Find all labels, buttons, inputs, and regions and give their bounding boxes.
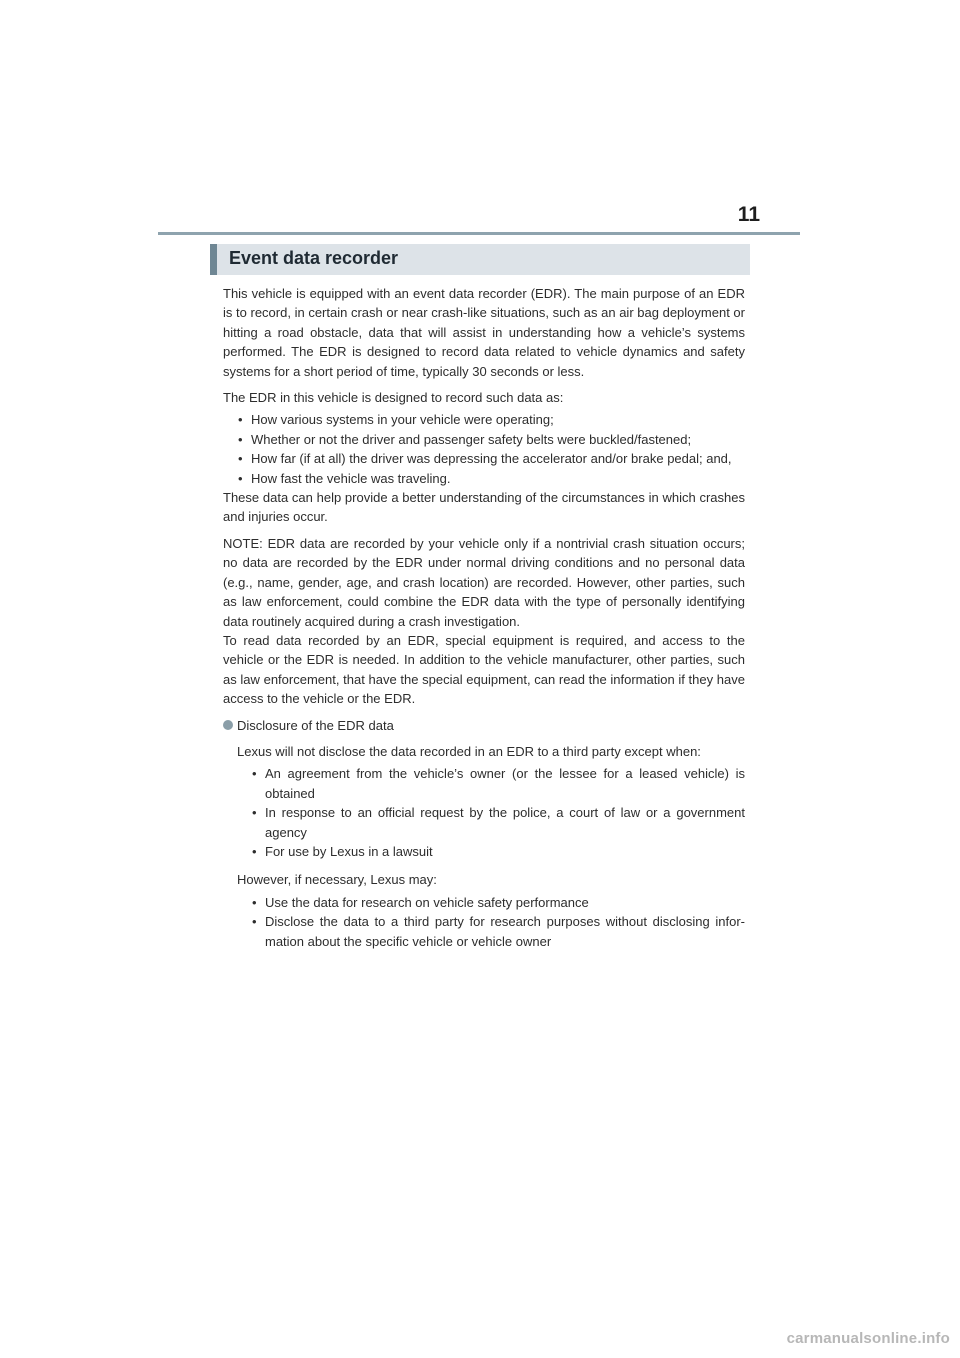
body-text: [223, 284, 745, 951]
record-lead: The EDR in this vehicle is designed to record such data as:: [223, 390, 564, 406]
list-item: • Whether or not the driver and passenger safety belts were buckled/fastened;: [251, 430, 745, 449]
circle-bullet-icon: [223, 720, 233, 730]
list-item: • How far (if at all) the driver was depressing the accelerator and/or brake pedal; and,: [251, 449, 745, 468]
watermark: carmanualsonline.info: [786, 1330, 950, 1347]
disclosure-list: [237, 764, 745, 861]
record-list: [223, 410, 745, 488]
help-paragraph: These data can help provide a better understanding of the circumstances in which crashes and injuries occur.: [223, 490, 745, 525]
section-header: [210, 244, 750, 275]
list-item: • How fast the vehicle was traveling.: [251, 469, 745, 488]
list-item: • For use by Lexus in a lawsuit: [265, 842, 745, 861]
top-rule: [158, 232, 800, 235]
list-item: • How various systems in your vehicle were operating;: [251, 410, 745, 429]
disclosure-heading-text: Disclosure of the EDR data: [237, 717, 394, 733]
section-title: Event data recorder: [229, 248, 399, 268]
however-paragraph: However, if necessary, Lexus may:: [237, 872, 437, 888]
read-paragraph: To read data recorded by an EDR, special equipment is required, and access to the vehicle or the EDR is needed. In addition to the vehicle manufacturer, other parties, such as law enforcement, that have the special equipment, can read the information if they have access to the vehicle or the EDR.: [223, 632, 745, 707]
list-item: • Disclose the data to a third party for research purposes without disclosing infor-mation about the specific vehicle or vehicle owner: [265, 912, 745, 951]
disclosure-lead: Lexus will not disclose the data recorded in an EDR to a third party except when:: [237, 743, 701, 759]
page-number: 11: [737, 203, 760, 226]
may-list: [237, 893, 745, 951]
list-item: • Use the data for research on vehicle safety performance: [265, 893, 745, 912]
note-paragraph: NOTE: EDR data are recorded by your vehicle only if a nontrivial crash situation occurs; no data are recorded by the EDR under normal driving conditions and no personal data (e.g., name, gender, age, and crash location) are recorded. However, other parties, such as law enforcement, could combine the EDR data with the type of personally identifying data routinely acquired during a crash investigation.: [223, 535, 745, 629]
list-item: • In response to an official request by the police, a court of law or a government agency: [265, 803, 745, 842]
intro-paragraph: This vehicle is equipped with an event data recorder (EDR). The main purpose of an EDR is to record, in certain crash or near crash-like situations, such as an air bag deployment or hitting a road obstacle, data that will assist in understanding how a vehicle’s systems performed. The EDR is designed to record data related to vehicle dynamics and safety systems for a short period of time, typically 30 seconds or less.: [223, 286, 745, 379]
disclosure-section: [223, 742, 745, 951]
list-item: • An agreement from the vehicle’s owner (or the lessee for a leased vehicle) is obtained: [265, 764, 745, 803]
disclosure-heading: [223, 716, 745, 735]
